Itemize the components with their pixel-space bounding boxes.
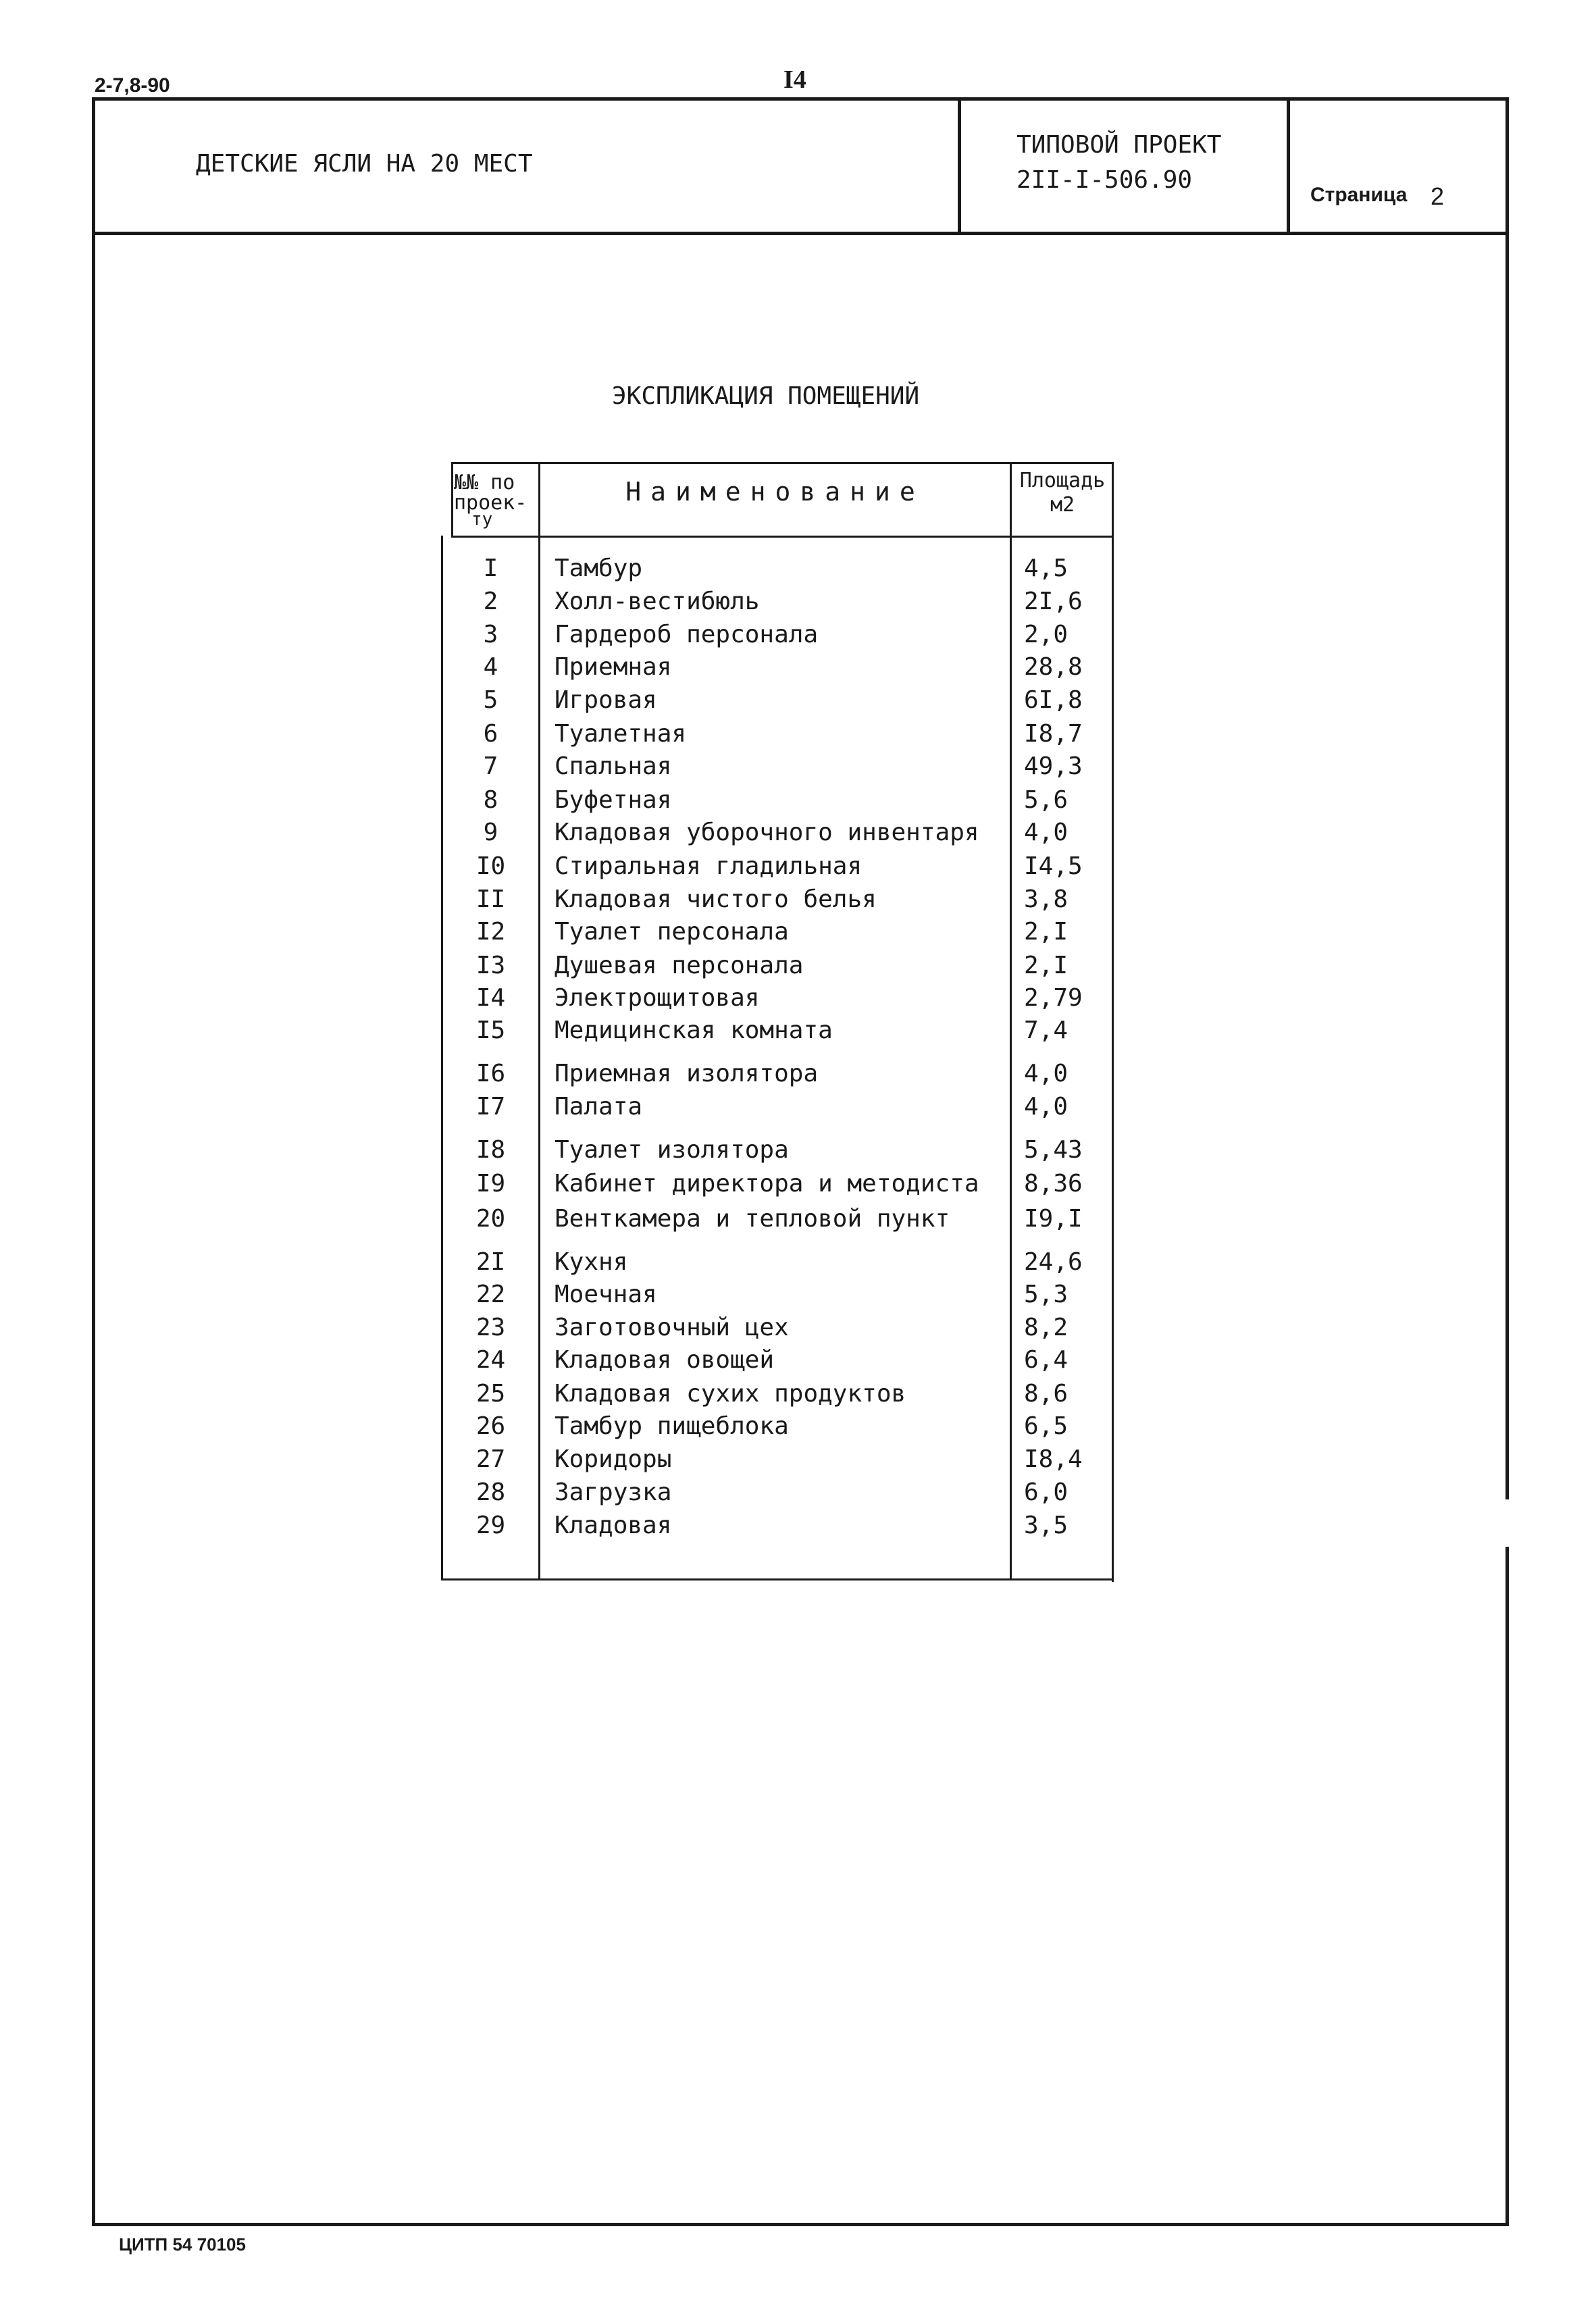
- room-number: 2: [483, 588, 498, 615]
- room-number: I2: [475, 918, 506, 946]
- room-name: Кладовая чистого белья: [555, 885, 877, 913]
- table-row: [443, 883, 1112, 916]
- room-area: 4,0: [1024, 1093, 1069, 1121]
- room-number: 4: [483, 653, 498, 681]
- table-row: [443, 1279, 1112, 1311]
- project-label: ТИПОВОЙ ПРОЕКТ: [1016, 131, 1222, 159]
- room-area: 6,0: [1024, 1479, 1069, 1506]
- room-name: Холл-вестибюль: [555, 588, 760, 615]
- header-number-line2: проек-: [454, 491, 527, 515]
- room-number: I6: [475, 1060, 506, 1087]
- document-title: ДЕТСКИЕ ЯСЛИ НА 20 МЕСТ: [196, 150, 533, 178]
- table-row: [443, 1091, 1112, 1123]
- header-area: [1012, 469, 1113, 517]
- room-area: 6,4: [1024, 1346, 1069, 1374]
- room-number: 26: [475, 1412, 506, 1440]
- room-name: Тамбур пищеблока: [555, 1412, 789, 1440]
- room-area: 6I,8: [1024, 686, 1083, 714]
- table-border-left-header: [451, 462, 453, 538]
- room-area: I8,4: [1024, 1445, 1083, 1473]
- room-number: 28: [475, 1479, 506, 1506]
- title-block-divider-2: [1287, 97, 1290, 234]
- room-number: I3: [475, 952, 506, 979]
- table-row: [443, 1203, 1112, 1235]
- room-number: I4: [475, 984, 506, 1012]
- table-row: [443, 1312, 1112, 1344]
- room-number: 7: [483, 752, 498, 780]
- room-number: 8: [483, 786, 498, 814]
- frame-right-edge-top: [1505, 97, 1509, 1499]
- room-name: Венткамера и тепловой пункт: [555, 1205, 950, 1233]
- room-name: Буфетная: [555, 786, 672, 814]
- room-name: Туалетная: [555, 720, 687, 748]
- room-name: Палата: [555, 1093, 643, 1121]
- header-number-line1: №№ по: [454, 471, 515, 494]
- table-row: [443, 684, 1112, 717]
- room-number: I5: [475, 1017, 506, 1044]
- room-area: 2,I: [1024, 952, 1069, 979]
- table-row: [443, 1246, 1112, 1279]
- table-row: [443, 1058, 1112, 1090]
- page-value: 2: [1431, 182, 1445, 210]
- room-area: 24,6: [1024, 1248, 1083, 1276]
- room-number: 9: [483, 819, 498, 846]
- room-name: Электрощитовая: [555, 984, 760, 1012]
- room-area: 28,8: [1024, 653, 1083, 681]
- room-number: 29: [475, 1512, 506, 1539]
- room-area: 7,4: [1024, 1017, 1069, 1044]
- room-number: 25: [475, 1380, 506, 1408]
- room-area: I8,7: [1024, 720, 1083, 748]
- room-area: 2,0: [1024, 621, 1069, 648]
- room-area: 2,79: [1024, 984, 1083, 1012]
- table-border-top: [451, 462, 1114, 464]
- room-number: 27: [475, 1445, 506, 1473]
- room-area: 5,6: [1024, 786, 1069, 814]
- room-number: 2I: [475, 1248, 506, 1276]
- room-area: 4,0: [1024, 1060, 1069, 1087]
- header-name: Наименование: [625, 477, 925, 507]
- room-name: Спальная: [555, 752, 672, 780]
- table-row: [443, 1476, 1112, 1509]
- room-name: Туалет изолятора: [555, 1136, 789, 1164]
- title-block-divider: [92, 232, 1509, 235]
- room-area: 49,3: [1024, 752, 1083, 780]
- table-row: [443, 1344, 1112, 1377]
- table-border-right: [1112, 462, 1114, 1582]
- table-row: [443, 1510, 1112, 1542]
- room-name: Туалет персонала: [555, 918, 789, 946]
- room-name: Медицинская комната: [555, 1017, 833, 1044]
- room-number: I: [483, 555, 498, 582]
- room-name: Кухня: [555, 1248, 628, 1276]
- table-row: [443, 1014, 1112, 1047]
- room-name: Душевая персонала: [555, 952, 804, 979]
- table-row: [443, 1168, 1112, 1200]
- room-name: Кабинет директора и методиста: [555, 1170, 979, 1198]
- room-number: 23: [475, 1314, 506, 1341]
- project-number: 2II-I-506.90: [1016, 166, 1193, 194]
- room-area: 3,8: [1024, 885, 1069, 913]
- room-name: Кладовая овощей: [555, 1346, 775, 1374]
- table-row: [443, 750, 1112, 783]
- title-block-divider-1: [958, 97, 961, 234]
- room-number: I0: [475, 852, 506, 880]
- room-name: Приемная изолятора: [555, 1060, 819, 1087]
- room-area: 5,43: [1024, 1136, 1083, 1164]
- page-number: I4: [783, 66, 806, 94]
- room-name: Игровая: [555, 686, 657, 714]
- room-number: 3: [483, 621, 498, 648]
- room-number: I8: [475, 1136, 506, 1164]
- room-name: Гардероб персонала: [555, 621, 819, 648]
- room-name: Кладовая: [555, 1512, 672, 1539]
- room-number: 24: [475, 1346, 506, 1374]
- room-name: Моечная: [555, 1281, 657, 1308]
- room-name: Приемная: [555, 653, 672, 681]
- header-area-line2: м2: [1050, 493, 1075, 517]
- header-number: [454, 471, 538, 530]
- room-area: 6,5: [1024, 1412, 1069, 1440]
- table-border-bottom: [441, 1578, 1114, 1580]
- table-row: [443, 1134, 1112, 1166]
- table-row: [443, 1443, 1112, 1476]
- room-number: 22: [475, 1281, 506, 1308]
- room-name: Коридоры: [555, 1445, 672, 1473]
- table-row: [443, 982, 1112, 1014]
- table-row: [443, 1410, 1112, 1443]
- table-row: [443, 950, 1112, 982]
- room-name: Стиральная гладильная: [555, 852, 863, 880]
- room-number: 5: [483, 686, 498, 714]
- table-row: [443, 850, 1112, 883]
- room-name: Заготовочный цех: [555, 1314, 789, 1341]
- room-area: 2,I: [1024, 918, 1069, 946]
- table-row: [443, 619, 1112, 651]
- footer-code: ЦИТП 54 70105: [119, 2234, 246, 2255]
- header-number-line3: ту: [471, 509, 493, 530]
- table-row: [443, 916, 1112, 948]
- frame-right-edge-bottom: [1505, 1547, 1509, 2226]
- room-name: Кладовая сухих продуктов: [555, 1380, 906, 1408]
- room-number: I9: [475, 1170, 506, 1198]
- page-label: Страница: [1310, 184, 1408, 206]
- room-area: I4,5: [1024, 852, 1083, 880]
- top-code: 2-7,8-90: [95, 74, 170, 97]
- room-area: 8,6: [1024, 1380, 1069, 1408]
- room-area: 5,3: [1024, 1281, 1069, 1308]
- room-name: Тамбур: [555, 555, 643, 582]
- table-row: [443, 586, 1112, 618]
- room-number: II: [475, 885, 506, 913]
- room-area: 8,36: [1024, 1170, 1083, 1198]
- table-row: [443, 651, 1112, 684]
- room-area: 4,0: [1024, 819, 1069, 846]
- table-row: [443, 784, 1112, 817]
- room-area: 3,5: [1024, 1512, 1069, 1539]
- room-area: 2I,6: [1024, 588, 1083, 615]
- room-area: 4,5: [1024, 555, 1069, 582]
- table-row: [443, 552, 1112, 585]
- room-area: 8,2: [1024, 1314, 1069, 1341]
- table-row: [443, 1378, 1112, 1410]
- room-name: Кладовая уборочного инвентаря: [555, 819, 979, 846]
- room-name: Загрузка: [555, 1479, 672, 1506]
- table-row: [443, 817, 1112, 849]
- table-row: [443, 718, 1112, 750]
- table-title: ЭКСПЛИКАЦИЯ ПОМЕЩЕНИЙ: [612, 382, 920, 410]
- room-number: 6: [483, 720, 498, 748]
- header-area-line1: Площадь: [1019, 469, 1106, 492]
- room-area: I9,I: [1024, 1205, 1083, 1233]
- room-number: I7: [475, 1093, 506, 1121]
- table-header-divider: [451, 536, 1114, 538]
- room-number: 20: [475, 1205, 506, 1233]
